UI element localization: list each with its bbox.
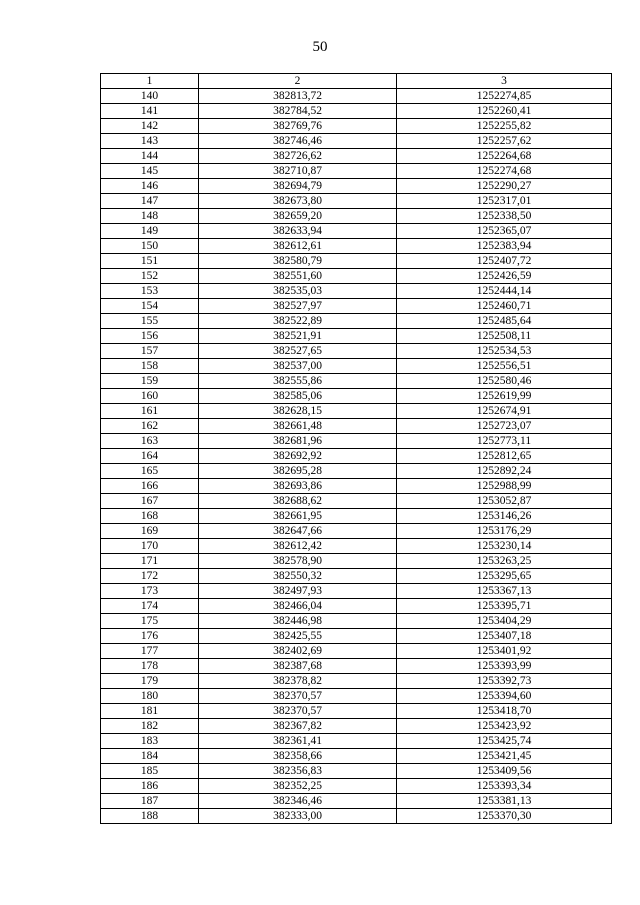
table-row bbox=[101, 314, 612, 329]
y-coordinate-cell: 1252723,07 bbox=[397, 419, 612, 434]
y-coordinate-cell: 1253263,25 bbox=[397, 554, 612, 569]
x-coordinate-cell: 382352,25 bbox=[199, 779, 397, 794]
x-coordinate-cell: 382425,55 bbox=[199, 629, 397, 644]
y-coordinate-cell: 1253052,87 bbox=[397, 494, 612, 509]
x-coordinate-cell: 382612,42 bbox=[199, 539, 397, 554]
x-coordinate-cell: 382550,32 bbox=[199, 569, 397, 584]
table-row bbox=[101, 209, 612, 224]
column-header-1: 1 bbox=[101, 74, 199, 89]
table-row bbox=[101, 659, 612, 674]
table-row bbox=[101, 614, 612, 629]
table-row bbox=[101, 344, 612, 359]
y-coordinate-cell: 1252383,94 bbox=[397, 239, 612, 254]
point-number-cell: 149 bbox=[101, 224, 199, 239]
x-coordinate-cell: 382361,41 bbox=[199, 734, 397, 749]
point-number-cell: 170 bbox=[101, 539, 199, 554]
x-coordinate-cell: 382769,76 bbox=[199, 119, 397, 134]
point-number-cell: 186 bbox=[101, 779, 199, 794]
table-row bbox=[101, 434, 612, 449]
x-coordinate-cell: 382746,46 bbox=[199, 134, 397, 149]
point-number-cell: 177 bbox=[101, 644, 199, 659]
table-row bbox=[101, 449, 612, 464]
x-coordinate-cell: 382578,90 bbox=[199, 554, 397, 569]
point-number-cell: 188 bbox=[101, 809, 199, 824]
x-coordinate-cell: 382628,15 bbox=[199, 404, 397, 419]
point-number-cell: 161 bbox=[101, 404, 199, 419]
x-coordinate-cell: 382612,61 bbox=[199, 239, 397, 254]
y-coordinate-cell: 1252773,11 bbox=[397, 434, 612, 449]
y-coordinate-cell: 1252255,82 bbox=[397, 119, 612, 134]
table-row bbox=[101, 404, 612, 419]
point-number-cell: 143 bbox=[101, 134, 199, 149]
x-coordinate-cell: 382522,89 bbox=[199, 314, 397, 329]
y-coordinate-cell: 1253401,92 bbox=[397, 644, 612, 659]
x-coordinate-cell: 382387,68 bbox=[199, 659, 397, 674]
x-coordinate-cell: 382497,93 bbox=[199, 584, 397, 599]
y-coordinate-cell: 1252317,01 bbox=[397, 194, 612, 209]
x-coordinate-cell: 382527,97 bbox=[199, 299, 397, 314]
point-number-cell: 168 bbox=[101, 509, 199, 524]
table-row bbox=[101, 734, 612, 749]
column-header-3: 3 bbox=[397, 74, 612, 89]
point-number-cell: 165 bbox=[101, 464, 199, 479]
table-row bbox=[101, 749, 612, 764]
point-number-cell: 179 bbox=[101, 674, 199, 689]
y-coordinate-cell: 1252580,46 bbox=[397, 374, 612, 389]
point-number-cell: 158 bbox=[101, 359, 199, 374]
table-row bbox=[101, 104, 612, 119]
table-row bbox=[101, 149, 612, 164]
y-coordinate-cell: 1252444,14 bbox=[397, 284, 612, 299]
point-number-cell: 182 bbox=[101, 719, 199, 734]
y-coordinate-cell: 1252274,85 bbox=[397, 89, 612, 104]
x-coordinate-cell: 382673,80 bbox=[199, 194, 397, 209]
table-row bbox=[101, 764, 612, 779]
y-coordinate-cell: 1252365,07 bbox=[397, 224, 612, 239]
table-row bbox=[101, 119, 612, 134]
y-coordinate-cell: 1253404,29 bbox=[397, 614, 612, 629]
point-number-cell: 155 bbox=[101, 314, 199, 329]
point-number-cell: 148 bbox=[101, 209, 199, 224]
y-coordinate-cell: 1252290,27 bbox=[397, 179, 612, 194]
y-coordinate-cell: 1253230,14 bbox=[397, 539, 612, 554]
point-number-cell: 162 bbox=[101, 419, 199, 434]
point-number-cell: 160 bbox=[101, 389, 199, 404]
point-number-cell: 176 bbox=[101, 629, 199, 644]
point-number-cell: 173 bbox=[101, 584, 199, 599]
point-number-cell: 154 bbox=[101, 299, 199, 314]
x-coordinate-cell: 382356,83 bbox=[199, 764, 397, 779]
table-row bbox=[101, 599, 612, 614]
y-coordinate-cell: 1253392,73 bbox=[397, 674, 612, 689]
y-coordinate-cell: 1252988,99 bbox=[397, 479, 612, 494]
x-coordinate-cell: 382693,86 bbox=[199, 479, 397, 494]
point-number-cell: 187 bbox=[101, 794, 199, 809]
y-coordinate-cell: 1253146,26 bbox=[397, 509, 612, 524]
table-row bbox=[101, 134, 612, 149]
table-row bbox=[101, 689, 612, 704]
table-header-row bbox=[101, 74, 612, 89]
table-row bbox=[101, 539, 612, 554]
x-coordinate-cell: 382692,92 bbox=[199, 449, 397, 464]
point-number-cell: 141 bbox=[101, 104, 199, 119]
table-row bbox=[101, 464, 612, 479]
point-number-cell: 185 bbox=[101, 764, 199, 779]
point-number-cell: 166 bbox=[101, 479, 199, 494]
table-row bbox=[101, 794, 612, 809]
y-coordinate-cell: 1252426,59 bbox=[397, 269, 612, 284]
y-coordinate-cell: 1252274,68 bbox=[397, 164, 612, 179]
point-number-cell: 183 bbox=[101, 734, 199, 749]
x-coordinate-cell: 382726,62 bbox=[199, 149, 397, 164]
y-coordinate-cell: 1252338,50 bbox=[397, 209, 612, 224]
y-coordinate-cell: 1253409,56 bbox=[397, 764, 612, 779]
point-number-cell: 184 bbox=[101, 749, 199, 764]
table-row bbox=[101, 269, 612, 284]
x-coordinate-cell: 382466,04 bbox=[199, 599, 397, 614]
y-coordinate-cell: 1252257,62 bbox=[397, 134, 612, 149]
table-row bbox=[101, 194, 612, 209]
point-number-cell: 178 bbox=[101, 659, 199, 674]
point-number-cell: 140 bbox=[101, 89, 199, 104]
y-coordinate-cell: 1253393,34 bbox=[397, 779, 612, 794]
point-number-cell: 147 bbox=[101, 194, 199, 209]
point-number-cell: 167 bbox=[101, 494, 199, 509]
x-coordinate-cell: 382367,82 bbox=[199, 719, 397, 734]
x-coordinate-cell: 382694,79 bbox=[199, 179, 397, 194]
table-row bbox=[101, 584, 612, 599]
y-coordinate-cell: 1252264,68 bbox=[397, 149, 612, 164]
y-coordinate-cell: 1252674,91 bbox=[397, 404, 612, 419]
x-coordinate-cell: 382521,91 bbox=[199, 329, 397, 344]
table-row bbox=[101, 569, 612, 584]
y-coordinate-cell: 1253176,29 bbox=[397, 524, 612, 539]
point-number-cell: 152 bbox=[101, 269, 199, 284]
table-row bbox=[101, 509, 612, 524]
y-coordinate-cell: 1252812,65 bbox=[397, 449, 612, 464]
table-body bbox=[101, 89, 612, 824]
table-row bbox=[101, 674, 612, 689]
table-row bbox=[101, 89, 612, 104]
point-number-cell: 164 bbox=[101, 449, 199, 464]
table-row bbox=[101, 494, 612, 509]
y-coordinate-cell: 1253295,65 bbox=[397, 569, 612, 584]
coordinates-table bbox=[100, 73, 612, 824]
table-row bbox=[101, 329, 612, 344]
y-coordinate-cell: 1253394,60 bbox=[397, 689, 612, 704]
x-coordinate-cell: 382710,87 bbox=[199, 164, 397, 179]
table-row bbox=[101, 704, 612, 719]
point-number-cell: 159 bbox=[101, 374, 199, 389]
point-number-cell: 157 bbox=[101, 344, 199, 359]
x-coordinate-cell: 382537,00 bbox=[199, 359, 397, 374]
y-coordinate-cell: 1253393,99 bbox=[397, 659, 612, 674]
x-coordinate-cell: 382647,66 bbox=[199, 524, 397, 539]
x-coordinate-cell: 382633,94 bbox=[199, 224, 397, 239]
table-row bbox=[101, 719, 612, 734]
y-coordinate-cell: 1253421,45 bbox=[397, 749, 612, 764]
y-coordinate-cell: 1252508,11 bbox=[397, 329, 612, 344]
table-row bbox=[101, 164, 612, 179]
x-coordinate-cell: 382370,57 bbox=[199, 704, 397, 719]
y-coordinate-cell: 1253423,92 bbox=[397, 719, 612, 734]
point-number-cell: 175 bbox=[101, 614, 199, 629]
point-number-cell: 156 bbox=[101, 329, 199, 344]
y-coordinate-cell: 1252892,24 bbox=[397, 464, 612, 479]
x-coordinate-cell: 382555,86 bbox=[199, 374, 397, 389]
x-coordinate-cell: 382661,95 bbox=[199, 509, 397, 524]
y-coordinate-cell: 1253381,13 bbox=[397, 794, 612, 809]
point-number-cell: 146 bbox=[101, 179, 199, 194]
point-number-cell: 174 bbox=[101, 599, 199, 614]
point-number-cell: 153 bbox=[101, 284, 199, 299]
x-coordinate-cell: 382346,46 bbox=[199, 794, 397, 809]
y-coordinate-cell: 1253370,30 bbox=[397, 809, 612, 824]
point-number-cell: 181 bbox=[101, 704, 199, 719]
y-coordinate-cell: 1252556,51 bbox=[397, 359, 612, 374]
table-row bbox=[101, 389, 612, 404]
table-row bbox=[101, 179, 612, 194]
point-number-cell: 169 bbox=[101, 524, 199, 539]
x-coordinate-cell: 382378,82 bbox=[199, 674, 397, 689]
x-coordinate-cell: 382535,03 bbox=[199, 284, 397, 299]
x-coordinate-cell: 382402,69 bbox=[199, 644, 397, 659]
y-coordinate-cell: 1253425,74 bbox=[397, 734, 612, 749]
point-number-cell: 145 bbox=[101, 164, 199, 179]
table-row bbox=[101, 374, 612, 389]
table-row bbox=[101, 809, 612, 824]
point-number-cell: 163 bbox=[101, 434, 199, 449]
point-number-cell: 142 bbox=[101, 119, 199, 134]
point-number-cell: 172 bbox=[101, 569, 199, 584]
x-coordinate-cell: 382784,52 bbox=[199, 104, 397, 119]
y-coordinate-cell: 1253407,18 bbox=[397, 629, 612, 644]
table-row bbox=[101, 359, 612, 374]
table-row bbox=[101, 554, 612, 569]
table-row bbox=[101, 254, 612, 269]
table-row bbox=[101, 479, 612, 494]
y-coordinate-cell: 1253418,70 bbox=[397, 704, 612, 719]
table-row bbox=[101, 524, 612, 539]
x-coordinate-cell: 382370,57 bbox=[199, 689, 397, 704]
x-coordinate-cell: 382585,06 bbox=[199, 389, 397, 404]
point-number-cell: 180 bbox=[101, 689, 199, 704]
point-number-cell: 171 bbox=[101, 554, 199, 569]
x-coordinate-cell: 382527,65 bbox=[199, 344, 397, 359]
table-row bbox=[101, 629, 612, 644]
table-row bbox=[101, 779, 612, 794]
x-coordinate-cell: 382551,60 bbox=[199, 269, 397, 284]
point-number-cell: 150 bbox=[101, 239, 199, 254]
table-row bbox=[101, 644, 612, 659]
y-coordinate-cell: 1252460,71 bbox=[397, 299, 612, 314]
x-coordinate-cell: 382695,28 bbox=[199, 464, 397, 479]
x-coordinate-cell: 382446,98 bbox=[199, 614, 397, 629]
y-coordinate-cell: 1253395,71 bbox=[397, 599, 612, 614]
point-number-cell: 151 bbox=[101, 254, 199, 269]
x-coordinate-cell: 382661,48 bbox=[199, 419, 397, 434]
x-coordinate-cell: 382813,72 bbox=[199, 89, 397, 104]
x-coordinate-cell: 382580,79 bbox=[199, 254, 397, 269]
y-coordinate-cell: 1252534,53 bbox=[397, 344, 612, 359]
table-row bbox=[101, 419, 612, 434]
x-coordinate-cell: 382659,20 bbox=[199, 209, 397, 224]
y-coordinate-cell: 1252407,72 bbox=[397, 254, 612, 269]
y-coordinate-cell: 1252485,64 bbox=[397, 314, 612, 329]
x-coordinate-cell: 382688,62 bbox=[199, 494, 397, 509]
y-coordinate-cell: 1253367,13 bbox=[397, 584, 612, 599]
table-row bbox=[101, 239, 612, 254]
x-coordinate-cell: 382681,96 bbox=[199, 434, 397, 449]
x-coordinate-cell: 382358,66 bbox=[199, 749, 397, 764]
column-header-2: 2 bbox=[199, 74, 397, 89]
table-row bbox=[101, 284, 612, 299]
table-row bbox=[101, 299, 612, 314]
x-coordinate-cell: 382333,00 bbox=[199, 809, 397, 824]
page-number: 50 bbox=[312, 39, 328, 55]
point-number-cell: 144 bbox=[101, 149, 199, 164]
table-row bbox=[101, 224, 612, 239]
y-coordinate-cell: 1252619,99 bbox=[397, 389, 612, 404]
y-coordinate-cell: 1252260,41 bbox=[397, 104, 612, 119]
